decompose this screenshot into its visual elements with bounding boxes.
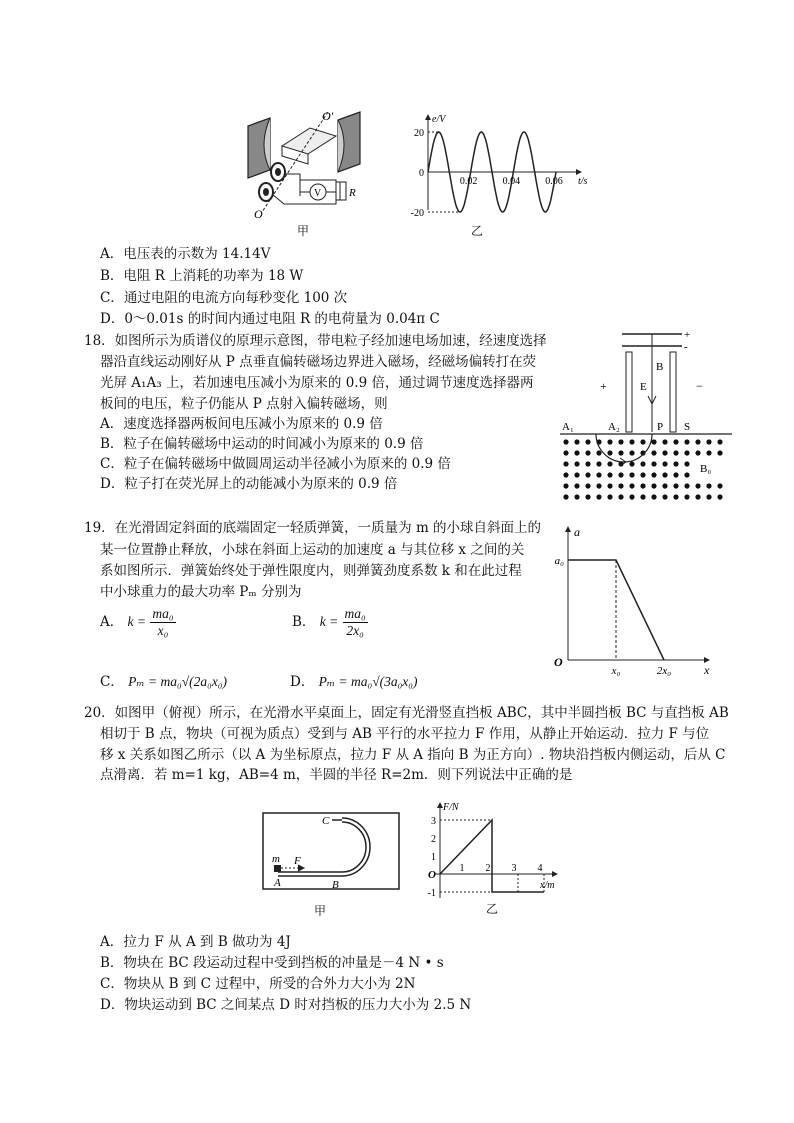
field-dot <box>717 494 722 499</box>
q18-stem-line-3: 光屏 A₁A₃ 上，若加速电压减小为原来的 0.9 倍，通过调节速度选择器两 <box>100 375 534 391</box>
q17-caption-yi: 乙 <box>471 224 484 238</box>
field-dot <box>563 461 568 466</box>
x-axis-arrow <box>552 871 558 877</box>
q17-option-a: A．电压表的示数为 14.14V <box>100 246 271 262</box>
axis-label-o1: O' <box>322 109 334 123</box>
field-dot <box>673 483 678 488</box>
field-dot <box>717 450 722 455</box>
voltmeter-label: V <box>314 188 322 199</box>
field-dot <box>695 450 700 455</box>
field-dot <box>596 450 601 455</box>
q18-option-a: A．速度选择器两板间电压减小为原来的 0.9 倍 <box>100 416 383 432</box>
x-tick-label: 2 <box>485 863 491 874</box>
q20-stem-line-3: 移 x 关系如图乙所示（以 A 为坐标原点，拉力 F 从 A 指向 B 为正方向）. 物块沿挡板内侧运动，后从 C <box>100 747 726 763</box>
q19-acceleration-chart <box>548 522 718 678</box>
origin-label: O <box>554 655 563 669</box>
q19-option-d: D． Pₘ = ma₀√(3a₀x₀) <box>290 674 418 690</box>
field-dot <box>651 450 656 455</box>
y-axis-label: F/N <box>443 802 459 813</box>
q18-option-d: D．粒子打在荧光屏上的动能减小为原来的 0.9 倍 <box>100 476 398 492</box>
force-series-line <box>440 820 544 892</box>
q17-emf-chart <box>400 110 600 220</box>
mass-label: m <box>272 853 280 865</box>
field-dot <box>640 483 645 488</box>
y-tick-label: a₀ <box>554 555 564 567</box>
x-tick-label: 1 <box>459 863 465 874</box>
field-dot <box>607 450 612 455</box>
q19-option-c: C． Pₘ = ma₀√(2a₀x₀) <box>100 674 227 690</box>
field-dot <box>629 450 634 455</box>
field-dot <box>607 494 612 499</box>
x-axis-label: x/m <box>540 880 555 891</box>
minus-right-label: − <box>696 379 703 393</box>
field-dot <box>563 494 568 499</box>
q20-option-a: A．拉力 F 从 A 到 B 做功为 4J <box>100 934 291 950</box>
field-dot <box>684 494 689 499</box>
field-dot <box>717 483 722 488</box>
origin-label: O <box>428 869 436 881</box>
q17-option-b: B．电阻 R 上消耗的功率为 18 W <box>100 268 304 284</box>
q19-option-b: B． k = $\frac{\text{ma₀}}{\text{2x₀}}$ <box>292 606 366 638</box>
y-tick-label: 2 <box>431 834 436 845</box>
q18-stem-line-1: 18．如图所示为质谱仪的原理示意图，带电粒子经加速电场加速，经速度选择 <box>84 333 547 349</box>
q20-stem-line-2: 相切于 B 点，物块（可视为质点）受到与 AB 平行的水平拉力 F 作用，从静止开始运动．拉力 F 与位 <box>100 726 710 742</box>
s-label: S <box>684 421 691 433</box>
field-dot <box>706 450 711 455</box>
x-tick-label: x₀ <box>611 665 621 677</box>
field-dot <box>706 439 711 444</box>
field-dot <box>607 461 612 466</box>
field-dot <box>585 494 590 499</box>
q18-stem-line-4: 板间的电压，粒子仍能从 P 点射入偏转磁场，则 <box>100 396 388 412</box>
field-dot <box>695 494 700 499</box>
field-dot <box>684 450 689 455</box>
y-tick-label: 20 <box>414 128 424 139</box>
field-dot <box>662 439 667 444</box>
generator-figure <box>240 108 368 234</box>
field-dot <box>618 494 623 499</box>
field-dot <box>596 483 601 488</box>
q19-stem-line-1: 19．在光滑固定斜面的底端固定一轻质弹簧，一质量为 m 的小球自斜面上的 <box>84 520 542 536</box>
field-dot <box>651 494 656 499</box>
q19-stem-line-3: 系如图所示．弹簧始终处于弹性限度内，则弹簧劲度系数 k 和在此过程 <box>100 563 522 579</box>
field-dot <box>596 472 601 477</box>
field-dot <box>574 461 579 466</box>
q18-stem-line-2: 器沿直线运动刚好从 P 点垂直偏转磁场边界进入磁场，经磁场偏转打在荧 <box>100 354 537 370</box>
a1-label: A₁ <box>562 421 574 433</box>
q20-caption-jia: 甲 <box>314 904 327 918</box>
field-dot <box>585 450 590 455</box>
mass-spectrometer-figure <box>560 326 732 508</box>
field-dot <box>607 439 612 444</box>
q20-caption-yi: 乙 <box>486 902 499 916</box>
track-figure <box>260 810 402 914</box>
q20-stem-line-4: 点滑离．若 m=1 kg，AB=4 m，半圆的半径 R=2m．则下列说法中正确的是 <box>100 767 573 783</box>
y-tick-label: 1 <box>431 852 436 863</box>
y-tick-label: 3 <box>431 816 436 827</box>
q19-stem-line-2: 某一位置静止释放，小球在斜面上运动的加速度 a 与其位移 x 之间的关 <box>100 542 525 558</box>
field-dot <box>651 483 656 488</box>
field-dot <box>629 483 634 488</box>
y-axis-label: e/V <box>432 114 446 125</box>
field-dot <box>618 483 623 488</box>
y-axis-label: a <box>574 525 580 539</box>
x-tick-label: 3 <box>511 863 517 874</box>
field-dot <box>640 472 645 477</box>
field-dot <box>563 472 568 477</box>
field-dot <box>585 439 590 444</box>
field-dot <box>607 483 612 488</box>
field-dot <box>574 439 579 444</box>
axis-label-o: O <box>254 207 263 221</box>
p-label: P <box>657 421 664 433</box>
y-tick-label: 0 <box>419 168 424 179</box>
field-dot <box>563 439 568 444</box>
q20-force-chart <box>416 798 566 902</box>
field-dot <box>695 439 700 444</box>
resistor-label: R <box>349 187 356 199</box>
field-dot <box>574 472 579 477</box>
field-dot <box>640 439 645 444</box>
field-dot <box>574 494 579 499</box>
field-dot <box>662 461 667 466</box>
x-tick-label: 0.02 <box>459 176 478 187</box>
field-dot <box>684 439 689 444</box>
x-axis-label: x <box>704 663 710 677</box>
field-dot <box>673 494 678 499</box>
q20-stem-line-1: 20．如图甲（俯视）所示，在光滑水平桌面上，固定有光滑竖直挡板 ABC，其中半圆挡板 BC 与直挡板 AB <box>84 705 729 721</box>
x-axis-label: t/s <box>578 176 588 187</box>
point-b-label: B <box>332 879 339 891</box>
field-dot <box>574 483 579 488</box>
field-dot <box>662 494 667 499</box>
field-dot <box>629 439 634 444</box>
field-dot <box>585 483 590 488</box>
q19-stem-line-4: 中小球重力的最大功率 Pₘ 分别为 <box>100 584 302 600</box>
field-dot <box>585 472 590 477</box>
a2-label: A₂ <box>608 421 620 433</box>
field-dot <box>684 472 689 477</box>
field-dot <box>596 461 601 466</box>
field-dot <box>673 472 678 477</box>
field-dot <box>596 494 601 499</box>
field-dot <box>684 483 689 488</box>
q18-option-c: C．粒子在偏转磁场中做圆周运动半径减小为原来的 0.9 倍 <box>100 456 451 472</box>
field-dot <box>574 450 579 455</box>
force-label: F <box>294 855 301 867</box>
q18-option-b: B．粒子在偏转磁场中运动的时间减小为原来的 0.9 倍 <box>100 436 424 452</box>
q17-caption-jia: 甲 <box>297 224 310 238</box>
field-dot <box>717 439 722 444</box>
field-dot <box>640 461 645 466</box>
q17-option-d: D．0～0.01s 的时间内通过电阻 R 的电荷量为 0.04π C <box>100 311 440 327</box>
q19-option-a: A． k = $\frac{\text{ma₀}}{\text{x₀}}$ <box>100 606 174 638</box>
field-dot <box>563 483 568 488</box>
field-dot <box>651 472 656 477</box>
field-dot <box>651 439 656 444</box>
field-dot <box>607 472 612 477</box>
field-dot <box>706 483 711 488</box>
field-dot <box>629 472 634 477</box>
q20-option-b: B．物块在 BC 段运动过程中受到挡板的冲量是－4 N • s <box>100 955 444 971</box>
plus-top-label: + <box>684 329 691 341</box>
q17-option-c: C．通过电阻的电流方向每秒变化 100 次 <box>100 290 348 306</box>
field-dot <box>651 461 656 466</box>
field-dot <box>684 461 689 466</box>
field-dot <box>706 494 711 499</box>
b0-label: B₀ <box>700 463 712 475</box>
field-dot <box>662 483 667 488</box>
x-tick-label: 0.04 <box>502 176 521 187</box>
field-dot <box>629 494 634 499</box>
field-dot <box>585 461 590 466</box>
x-tick-label: 0.06 <box>545 176 563 187</box>
field-dot <box>673 461 678 466</box>
field-dot <box>563 450 568 455</box>
y-tick-label: -20 <box>410 208 424 219</box>
minus-top-label: - <box>684 341 688 353</box>
field-dot <box>673 439 678 444</box>
field-dot <box>662 450 667 455</box>
field-dot <box>629 461 634 466</box>
b-field-label: B <box>656 361 664 373</box>
q20-option-d: D．物块运动到 BC 之间某点 D 时对挡板的压力大小为 2.5 N <box>100 997 472 1013</box>
field-dot <box>662 472 667 477</box>
field-dot <box>640 494 645 499</box>
q20-option-c: C．物块从 B 到 C 过程中，所受的合外力大小为 2N <box>100 976 416 992</box>
field-dot <box>618 450 623 455</box>
plus-left-label: + <box>600 379 607 393</box>
x-tick-label: 4 <box>537 863 543 874</box>
x-axis-arrow <box>576 169 582 175</box>
point-a-label: A <box>274 877 281 889</box>
x-tick-label: 2x₀ <box>656 665 672 677</box>
field-dot <box>695 483 700 488</box>
field-dot <box>618 472 623 477</box>
e-field-label: E <box>640 381 647 393</box>
point-c-label: C <box>322 815 330 827</box>
y-axis-arrow <box>565 526 571 532</box>
field-dot <box>618 439 623 444</box>
y-axis-arrow <box>425 114 431 120</box>
y-tick-label: -1 <box>427 888 436 899</box>
field-dot <box>673 450 678 455</box>
